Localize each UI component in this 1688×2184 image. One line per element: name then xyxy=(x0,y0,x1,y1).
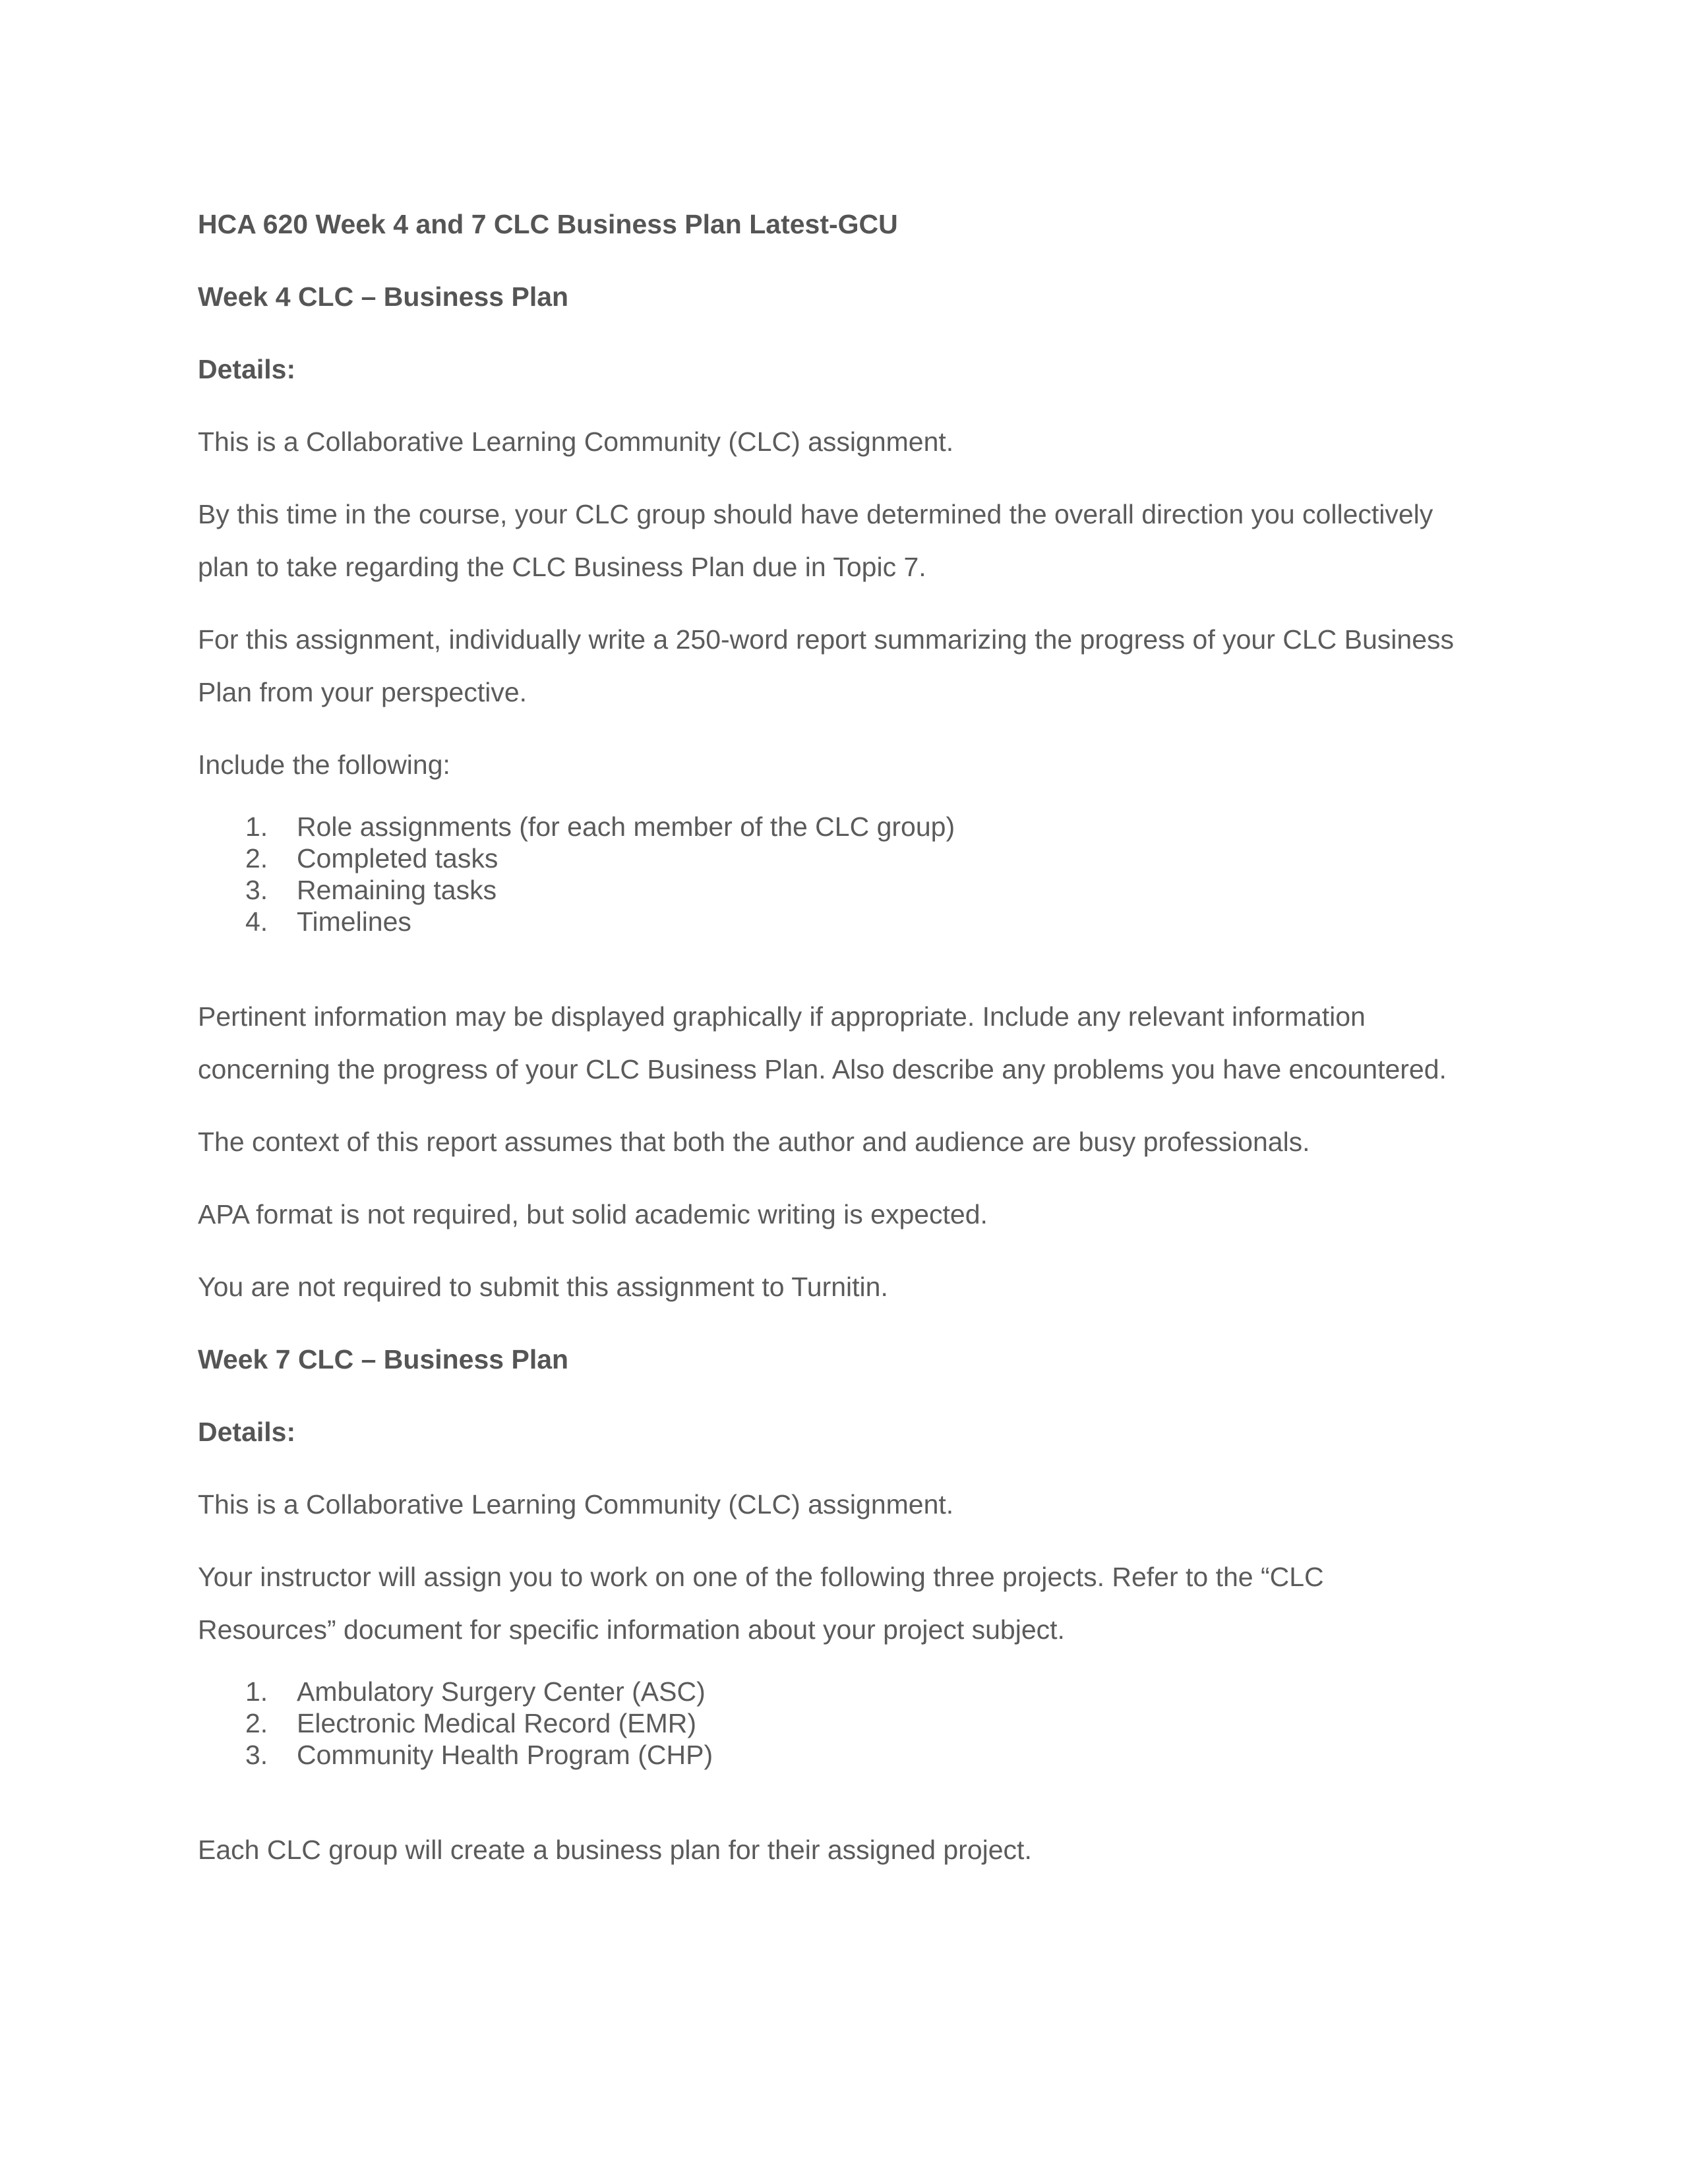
paragraph-line: Your instructor will assign you to work on one of the following three projects. Refer to the “CLC xyxy=(198,1562,1324,1592)
list-number: 3. xyxy=(245,1740,268,1770)
list-item xyxy=(198,1739,1503,1771)
week7-business-plan-paragraph: Each CLC group will create a business plan for their assigned project. xyxy=(198,1835,1032,1865)
week4-include-label: Include the following: xyxy=(198,750,450,780)
paragraph-line: Pertinent information may be displayed graphically if appropriate. Include any relevant information xyxy=(198,1001,1366,1032)
week4-intro: This is a Collaborative Learning Community (CLC) assignment. xyxy=(198,427,954,457)
week7-projects-list xyxy=(198,1676,1503,1771)
week7-intro: This is a Collaborative Learning Community (CLC) assignment. xyxy=(198,1489,954,1520)
paragraph-line: For this assignment, individually write a 250-word report summarizing the progress of your CLC Business xyxy=(198,624,1455,655)
paragraph-line: plan to take regarding the CLC Business Plan due in Topic 7. xyxy=(198,552,926,582)
list-text: Role assignments (for each member of the CLC group) xyxy=(297,812,955,842)
week4-details-label: Details: xyxy=(198,354,296,384)
paragraph-line: By this time in the course, your CLC group should have determined the overall direction you collectively xyxy=(198,499,1433,529)
list-number: 4. xyxy=(245,906,268,937)
week4-direction-paragraph xyxy=(198,494,1503,587)
paragraph-line: Resources” document for specific information about your project subject. xyxy=(198,1614,1065,1645)
list-number: 3. xyxy=(245,875,268,905)
list-text: Remaining tasks xyxy=(297,875,497,905)
list-item xyxy=(198,906,1503,937)
week7-instructor-paragraph xyxy=(198,1557,1503,1649)
week4-context-paragraph: The context of this report assumes that both the author and audience are busy professionals. xyxy=(198,1127,1310,1157)
list-item xyxy=(198,1707,1503,1739)
week4-apa-paragraph: APA format is not required, but solid academic writing is expected. xyxy=(198,1199,988,1229)
list-text: Community Health Program (CHP) xyxy=(297,1740,713,1770)
week7-heading: Week 7 CLC – Business Plan xyxy=(198,1344,569,1374)
week4-assignment-paragraph xyxy=(198,620,1503,712)
document-title: HCA 620 Week 4 and 7 CLC Business Plan Latest-GCU xyxy=(198,209,898,239)
week7-details-label: Details: xyxy=(198,1417,296,1447)
week4-pertinent-paragraph xyxy=(198,997,1503,1089)
week4-turnitin-paragraph: You are not required to submit this assignment to Turnitin. xyxy=(198,1272,888,1302)
list-number: 1. xyxy=(245,1676,268,1707)
list-text: Ambulatory Surgery Center (ASC) xyxy=(297,1676,706,1707)
week4-requirements-list xyxy=(198,811,1503,937)
list-number: 2. xyxy=(245,1708,268,1738)
list-text: Timelines xyxy=(297,906,411,937)
list-number: 1. xyxy=(245,812,268,842)
list-item xyxy=(198,811,1503,842)
list-item xyxy=(198,874,1503,906)
list-item xyxy=(198,842,1503,874)
document-page xyxy=(198,204,1503,1870)
list-number: 2. xyxy=(245,843,268,873)
list-text: Completed tasks xyxy=(297,843,498,873)
paragraph-line: concerning the progress of your CLC Business Plan. Also describe any problems you have encountered. xyxy=(198,1054,1447,1084)
list-text: Electronic Medical Record (EMR) xyxy=(297,1708,697,1738)
paragraph-line: Plan from your perspective. xyxy=(198,677,528,707)
week4-heading: Week 4 CLC – Business Plan xyxy=(198,281,569,312)
list-item xyxy=(198,1676,1503,1707)
